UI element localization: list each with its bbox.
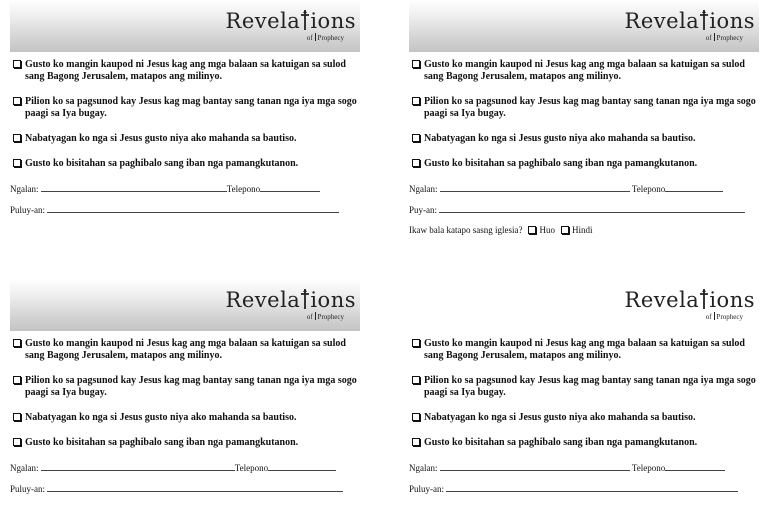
card-banner	[409, 0, 759, 52]
checklist-item[interactable]: Gusto ko mangin kaupod ni Jesus kag ang mga balaan sa katuigan sa sulod sang Bagong Jerusalem, matapos ang milinyo.	[10, 338, 360, 362]
checkbox-icon[interactable]	[13, 413, 21, 421]
checkbox-icon[interactable]	[13, 438, 21, 446]
cross-icon	[699, 10, 709, 30]
checkbox-icon[interactable]	[13, 376, 21, 384]
checkbox-icon[interactable]	[13, 339, 21, 347]
checklist-item[interactable]: Gusto ko mangin kaupod ni Jesus kag ang mga balaan sa katuigan sa sulod sang Bagong Jerusalem, matapos ang milinyo.	[10, 59, 360, 83]
checklist-item[interactable]: Nabatyagan ko nga si Jesus gusto niya ako mahanda sa bautiso.	[10, 133, 360, 145]
checklist-item[interactable]: Gusto ko bisitahan sa paghibalo sang iban nga pamangkutanon.	[10, 158, 360, 170]
checklist-item[interactable]: Gusto ko mangin kaupod ni Jesus kag ang mga balaan sa katuigan sa sulod sang Bagong Jerusalem, matapos ang milinyo.	[409, 59, 759, 83]
member-question: Ikaw bala katapo sasng iglesia? Huo Hindi	[409, 225, 593, 235]
cross-icon	[699, 289, 709, 309]
checklist-item[interactable]: Gusto ko bisitahan sa paghibalo sang iban nga pamangkutanon.	[409, 158, 759, 170]
name-phone-field[interactable]: Ngalan: Telepono	[10, 462, 360, 474]
card-banner	[10, 0, 360, 52]
checklist-item[interactable]: Nabatyagan ko nga si Jesus gusto niya ako mahanda sa bautiso.	[409, 133, 759, 145]
checkbox-icon[interactable]	[412, 339, 420, 347]
response-card-top-right	[409, 0, 759, 236]
address-field[interactable]: Puluy-an:	[10, 204, 360, 216]
checklist-item[interactable]: Gusto ko bisitahan sa paghibalo sang iban nga pamangkutanon.	[10, 437, 360, 449]
checkbox-icon[interactable]	[13, 60, 21, 68]
address-field[interactable]: Puluy-an:	[409, 483, 759, 495]
address-field[interactable]: Puy-an:	[409, 204, 759, 216]
checklist-item[interactable]: Nabatyagan ko nga si Jesus gusto niya ako mahanda sa bautiso.	[409, 412, 759, 424]
checklist-item[interactable]: Gusto ko bisitahan sa paghibalo sang iban nga pamangkutanon.	[409, 437, 759, 449]
checklist-item[interactable]: Pilion ko sa pagsunod kay Jesus kag mag bantay sang tanan nga iya mga sogo paagi sa Iya bugay.	[10, 375, 360, 399]
checkbox-icon[interactable]	[412, 413, 420, 421]
cross-icon	[300, 10, 310, 30]
address-field[interactable]: Puluy-an:	[10, 483, 360, 495]
revelations-logo: Revela ions of Prophecy	[624, 288, 755, 321]
checkbox-icon[interactable]	[412, 438, 420, 446]
checklist-item[interactable]: Pilion ko sa pagsunod kay Jesus kag mag bantay sang tanan nga iya mga sogo paagi sa Iya bugay.	[10, 96, 360, 120]
yes-checkbox[interactable]	[528, 226, 536, 234]
cross-icon	[300, 289, 310, 309]
revelations-logo: Revela ions of Prophecy	[624, 9, 755, 42]
no-checkbox[interactable]	[561, 226, 569, 234]
checkbox-icon[interactable]	[412, 134, 420, 142]
checklist-item[interactable]: Pilion ko sa pagsunod kay Jesus kag mag bantay sang tanan nga iya mga sogo paagi sa Iya bugay.	[409, 96, 759, 120]
checklist-item[interactable]: Nabatyagan ko nga si Jesus gusto niya ako mahanda sa bautiso.	[10, 412, 360, 424]
name-phone-field[interactable]: Ngalan: Telepono	[10, 183, 360, 195]
response-card-bottom-right	[409, 279, 759, 504]
card-banner	[409, 279, 759, 331]
name-phone-field[interactable]: Ngalan: Telepono	[409, 183, 759, 195]
response-card-top-left	[10, 0, 360, 225]
revelations-logo: Revela ions of Prophecy	[225, 9, 356, 42]
checkbox-icon[interactable]	[412, 376, 420, 384]
checklist-item[interactable]: Gusto ko mangin kaupod ni Jesus kag ang mga balaan sa katuigan sa sulod sang Bagong Jerusalem, matapos ang milinyo.	[409, 338, 759, 362]
name-phone-field[interactable]: Ngalan: Telepono	[409, 462, 759, 474]
checkbox-icon[interactable]	[13, 134, 21, 142]
checkbox-icon[interactable]	[412, 159, 420, 167]
checklist-item[interactable]: Pilion ko sa pagsunod kay Jesus kag mag bantay sang tanan nga iya mga sogo paagi sa Iya bugay.	[409, 375, 759, 399]
response-card-bottom-left	[10, 279, 360, 504]
card-banner	[10, 279, 360, 331]
checkbox-icon[interactable]	[13, 159, 21, 167]
revelations-logo: Revela ions of Prophecy	[225, 288, 356, 321]
checkbox-icon[interactable]	[13, 97, 21, 105]
checkbox-icon[interactable]	[412, 60, 420, 68]
checkbox-icon[interactable]	[412, 97, 420, 105]
